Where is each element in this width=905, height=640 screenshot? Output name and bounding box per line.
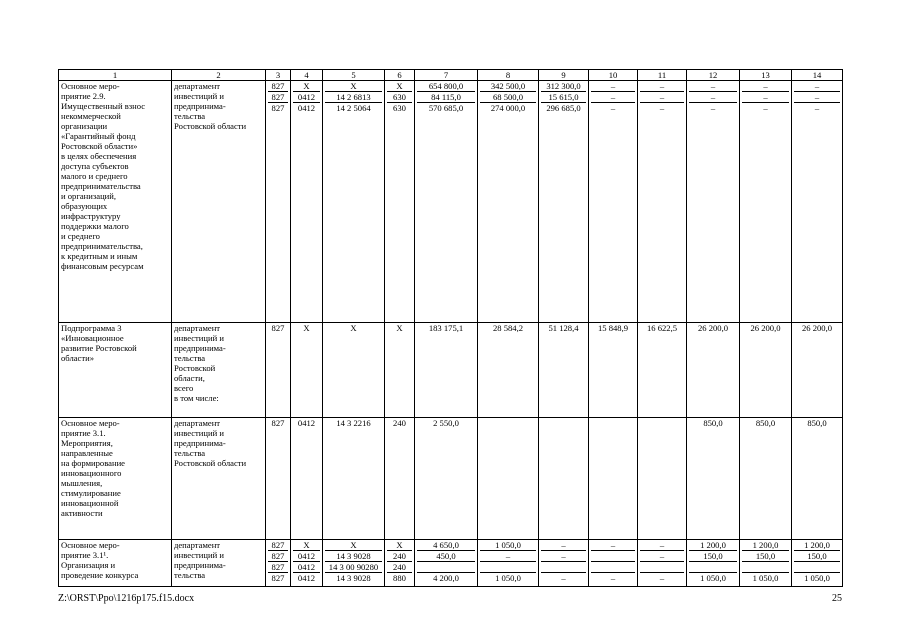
activity-name-line: инфраструктуру (61, 211, 121, 221)
activity-name-cell (59, 323, 172, 418)
header-cell: 10 (589, 70, 638, 81)
executor-line: Ростовской (174, 363, 216, 373)
executor-line: Ростовской области (174, 458, 247, 468)
value-line: – (659, 81, 665, 91)
value-line: – (814, 81, 820, 91)
value-cell (385, 81, 415, 323)
value-line: 570 685,0 (417, 102, 475, 113)
activity-name-line: инновационной (61, 498, 119, 508)
value-line: 15 615,0 (541, 91, 586, 102)
value-cell (291, 81, 323, 323)
value-line (794, 561, 840, 572)
value-cell (291, 540, 323, 587)
value-line: 827 (271, 540, 285, 550)
executor-line: департамент (174, 323, 221, 333)
activity-name-line: Основное меро- (61, 540, 120, 550)
value-cell (792, 540, 843, 587)
value-line: 1 050,0 (689, 572, 737, 583)
activity-name-line: организации (61, 121, 108, 131)
executor-line: области, (174, 373, 205, 383)
value-cell (792, 323, 843, 418)
value-line: 1 050,0 (794, 572, 840, 583)
executor-cell (172, 323, 266, 418)
executor-line: предпринима- (174, 343, 226, 353)
value-line: 1 050,0 (742, 572, 789, 583)
value-line (480, 561, 536, 572)
activity-name-line: инновационного (61, 468, 122, 478)
value-line: 630 (387, 91, 412, 102)
value-cell (385, 540, 415, 587)
value-cell (740, 540, 792, 587)
activity-name-line: Организация и (61, 560, 116, 570)
activity-name-line: Основное меро- (61, 418, 120, 428)
value-line: 850,0 (703, 418, 723, 428)
activity-name-line: к кредитным и иным (61, 251, 138, 261)
value-line: X (303, 540, 310, 550)
executor-line: инвестиций и (174, 91, 224, 101)
value-line: – (561, 540, 566, 550)
activity-name-line: и среднего (61, 231, 100, 241)
value-line: 827 (271, 81, 285, 91)
header-cell: 1 (59, 70, 172, 81)
value-line: 1 200,0 (700, 540, 726, 550)
activity-name-line: Основное меро- (61, 81, 120, 91)
value-line: 150,0 (742, 550, 789, 561)
value-cell (385, 418, 415, 540)
value-cell (539, 81, 589, 323)
value-cell (266, 540, 291, 587)
executor-cell (172, 540, 266, 587)
value-line: 68 500,0 (480, 91, 536, 102)
value-line: 827 (268, 572, 288, 583)
activity-name-line: доступа субъектов (61, 161, 129, 171)
value-cell (740, 418, 792, 540)
value-cell (478, 323, 539, 418)
value-cell (638, 81, 687, 323)
value-line: – (591, 572, 635, 583)
value-cell (687, 540, 740, 587)
table-body (59, 70, 843, 587)
table-row (59, 418, 843, 540)
value-line: 1 200,0 (752, 540, 779, 550)
value-cell (323, 323, 385, 418)
value-cell (638, 323, 687, 418)
value-line: 150,0 (794, 550, 840, 561)
value-cell (266, 323, 291, 418)
value-line: 0412 (293, 91, 320, 102)
executor-line: тельства (174, 448, 206, 458)
header-cell: 6 (385, 70, 415, 81)
value-cell (539, 323, 589, 418)
header-cell: 2 (172, 70, 266, 81)
value-line: 4 650,0 (433, 540, 459, 550)
value-cell (687, 81, 740, 323)
value-cell (415, 323, 478, 418)
value-cell (740, 81, 792, 323)
value-line: – (742, 102, 789, 113)
activity-name-cell (59, 418, 172, 540)
executor-line: тельства (174, 111, 206, 121)
activity-name-line: образующих (61, 201, 108, 211)
value-line: 450,0 (417, 550, 475, 561)
value-cell (478, 81, 539, 323)
value-line: X (396, 540, 403, 550)
activity-name-line: мышления, (61, 478, 103, 488)
value-cell (589, 540, 638, 587)
value-cell (478, 418, 539, 540)
header-cell: 9 (539, 70, 589, 81)
value-line (591, 550, 635, 561)
header-cell: 11 (638, 70, 687, 81)
value-cell (687, 323, 740, 418)
value-cell (415, 418, 478, 540)
activity-name-line: поддержки малого (61, 221, 129, 231)
value-cell (415, 540, 478, 587)
value-line: X (396, 81, 403, 91)
budget-table (58, 69, 843, 587)
header-cell: 13 (740, 70, 792, 81)
activity-name-line: приятие 3.1¹. (61, 550, 109, 560)
value-line: 150,0 (689, 550, 737, 561)
value-cell (478, 540, 539, 587)
value-line (480, 418, 536, 428)
executor-line: инвестиций и (174, 428, 224, 438)
value-line: 827 (271, 418, 285, 428)
value-line: 654 800,0 (428, 81, 464, 91)
value-line: – (794, 102, 840, 113)
executor-line: предпринима- (174, 438, 226, 448)
value-line: 274 000,0 (480, 102, 536, 113)
value-cell (539, 418, 589, 540)
activity-name-line: проведение конкурса (61, 570, 139, 580)
table-row (59, 540, 843, 587)
value-line (689, 561, 737, 572)
table-row (59, 323, 843, 418)
executor-cell (172, 418, 266, 540)
activity-name-line: на формирование (61, 458, 125, 468)
activity-name-line: Мероприятия, (61, 438, 113, 448)
value-cell (323, 540, 385, 587)
value-cell (638, 540, 687, 587)
page-number: 25 (832, 593, 842, 604)
activity-name-cell (59, 540, 172, 587)
executor-line: инвестиций и (174, 550, 224, 560)
value-line: – (742, 91, 789, 102)
value-cell (385, 323, 415, 418)
executor-line: предпринима- (174, 560, 226, 570)
value-line: 14 2 5064 (325, 102, 382, 113)
value-line: – (610, 540, 616, 550)
activity-name-line: «Гарантийный фонд (61, 131, 136, 141)
value-line: X (350, 540, 357, 550)
value-line: 342 500,0 (490, 81, 526, 91)
value-line: 15 848,9 (597, 323, 629, 333)
value-line (640, 418, 684, 428)
value-cell (323, 418, 385, 540)
activity-name-line: предпринимательства, (61, 241, 143, 251)
value-line: – (710, 81, 716, 91)
value-line: – (480, 550, 536, 561)
executor-line: всего (174, 383, 194, 393)
value-line: 827 (271, 323, 285, 333)
header-cell: 12 (687, 70, 740, 81)
value-cell (589, 418, 638, 540)
activity-name-cell (59, 81, 172, 323)
value-line: 0412 (293, 572, 320, 583)
executor-line: департамент (174, 418, 221, 428)
value-line: 827 (268, 91, 288, 102)
file-path: Z:\ORST\Ppo\1216p175.f15.docx (58, 593, 195, 604)
header-cell: 3 (266, 70, 291, 81)
executor-line: Ростовской области (174, 121, 247, 131)
activity-name-line: Подпрограмма 3 (61, 323, 122, 333)
value-line (640, 561, 684, 572)
value-line: 0412 (293, 561, 320, 572)
value-line: 850,0 (807, 418, 827, 428)
value-line: – (794, 91, 840, 102)
value-line: 312 300,0 (546, 81, 581, 91)
value-cell (740, 323, 792, 418)
value-line: 51 128,4 (548, 323, 579, 333)
activity-name-line: «Инновационное (61, 333, 124, 343)
value-line: 4 200,0 (417, 572, 475, 583)
executor-line: тельства (174, 353, 206, 363)
value-cell (323, 81, 385, 323)
executor-line: в том числе: (174, 393, 219, 403)
activity-name-line: стимулирование (61, 488, 121, 498)
value-line: 240 (387, 561, 412, 572)
value-line: – (591, 91, 635, 102)
value-line (541, 561, 586, 572)
value-line: 183 175,1 (428, 323, 464, 333)
header-cell: 5 (323, 70, 385, 81)
value-cell (589, 323, 638, 418)
value-line: 827 (268, 550, 288, 561)
activity-name-line: финансовым ресурсам (61, 261, 144, 271)
value-line: – (763, 81, 768, 91)
value-line (591, 561, 635, 572)
table-row (59, 81, 843, 323)
value-line: X (303, 81, 310, 91)
header-row (59, 70, 843, 81)
value-line: 1 200,0 (804, 540, 830, 550)
value-line: X (350, 323, 357, 333)
value-line (541, 418, 586, 428)
value-line: 14 3 2216 (336, 418, 371, 428)
activity-name-line: предпринимательства (61, 181, 141, 191)
value-line: – (640, 91, 684, 102)
activity-name-line: приятие 2.9. (61, 91, 106, 101)
activity-name-line: развитие Ростовской (61, 343, 137, 353)
executor-line: предпринима- (174, 101, 226, 111)
executor-line: департамент (174, 540, 221, 550)
activity-name-line: малого и среднего (61, 171, 128, 181)
value-cell (687, 418, 740, 540)
value-line: – (541, 572, 586, 583)
value-cell (792, 418, 843, 540)
value-cell (291, 323, 323, 418)
value-line (591, 418, 635, 428)
value-line: 850,0 (755, 418, 776, 428)
value-line: 16 622,5 (646, 323, 678, 333)
activity-name-line: Имущественный взнос (61, 101, 146, 111)
value-cell (539, 540, 589, 587)
value-line: 827 (268, 561, 288, 572)
value-cell (638, 418, 687, 540)
value-line: 28 584,2 (492, 323, 524, 333)
executor-cell (172, 81, 266, 323)
value-cell (415, 81, 478, 323)
header-cell: 4 (291, 70, 323, 81)
value-line: 26 200,0 (801, 323, 833, 333)
value-cell (291, 418, 323, 540)
activity-name-line: некоммерческой (61, 111, 121, 121)
value-line: – (659, 540, 665, 550)
value-line: X (303, 323, 310, 333)
value-cell (266, 418, 291, 540)
value-line: – (541, 550, 586, 561)
value-line: 14 3 9028 (325, 572, 382, 583)
value-line: X (350, 81, 357, 91)
value-line: – (640, 572, 684, 583)
value-line (417, 561, 475, 572)
activity-name-line: активности (61, 508, 103, 518)
value-line: 630 (387, 102, 412, 113)
value-line: 240 (387, 550, 412, 561)
value-line: – (610, 81, 616, 91)
value-line: – (689, 91, 737, 102)
activity-name-line: и организаций, (61, 191, 117, 201)
value-line: 827 (268, 102, 288, 113)
activity-name-line: Ростовской области» (61, 141, 138, 151)
value-line: 0412 (293, 102, 320, 113)
header-cell: 8 (478, 70, 539, 81)
value-line: 240 (393, 418, 406, 428)
activity-name-line: приятие 3.1. (61, 428, 106, 438)
value-line: 14 3 00 90280 (325, 561, 382, 572)
value-line: 26 200,0 (697, 323, 729, 333)
value-line: – (689, 102, 737, 113)
value-line (742, 561, 789, 572)
value-line: – (640, 102, 684, 113)
value-line: 2 550,0 (433, 418, 459, 428)
value-line: 14 2 6813 (325, 91, 382, 102)
value-cell (266, 81, 291, 323)
value-line: 296 685,0 (541, 102, 586, 113)
header-cell: 14 (792, 70, 843, 81)
value-line: – (640, 550, 684, 561)
value-line: 14 3 9028 (325, 550, 382, 561)
header-cell: 7 (415, 70, 478, 81)
value-line: – (591, 102, 635, 113)
activity-name-line: в целях обеспечения (61, 151, 137, 161)
activity-name-line: направленные (61, 448, 113, 458)
value-cell (792, 81, 843, 323)
activity-name-line: области» (61, 353, 95, 363)
value-line: 0412 (293, 550, 320, 561)
value-line: 0412 (297, 418, 316, 428)
value-line: 1 050,0 (495, 540, 521, 550)
value-line: 1 050,0 (480, 572, 536, 583)
value-line: 880 (387, 572, 412, 583)
value-line: 84 115,0 (417, 91, 475, 102)
executor-line: департамент (174, 81, 221, 91)
value-cell (589, 81, 638, 323)
value-line: X (396, 323, 403, 333)
executor-line: инвестиций и (174, 333, 224, 343)
value-line: 26 200,0 (750, 323, 781, 333)
executor-line: тельства (174, 570, 206, 580)
